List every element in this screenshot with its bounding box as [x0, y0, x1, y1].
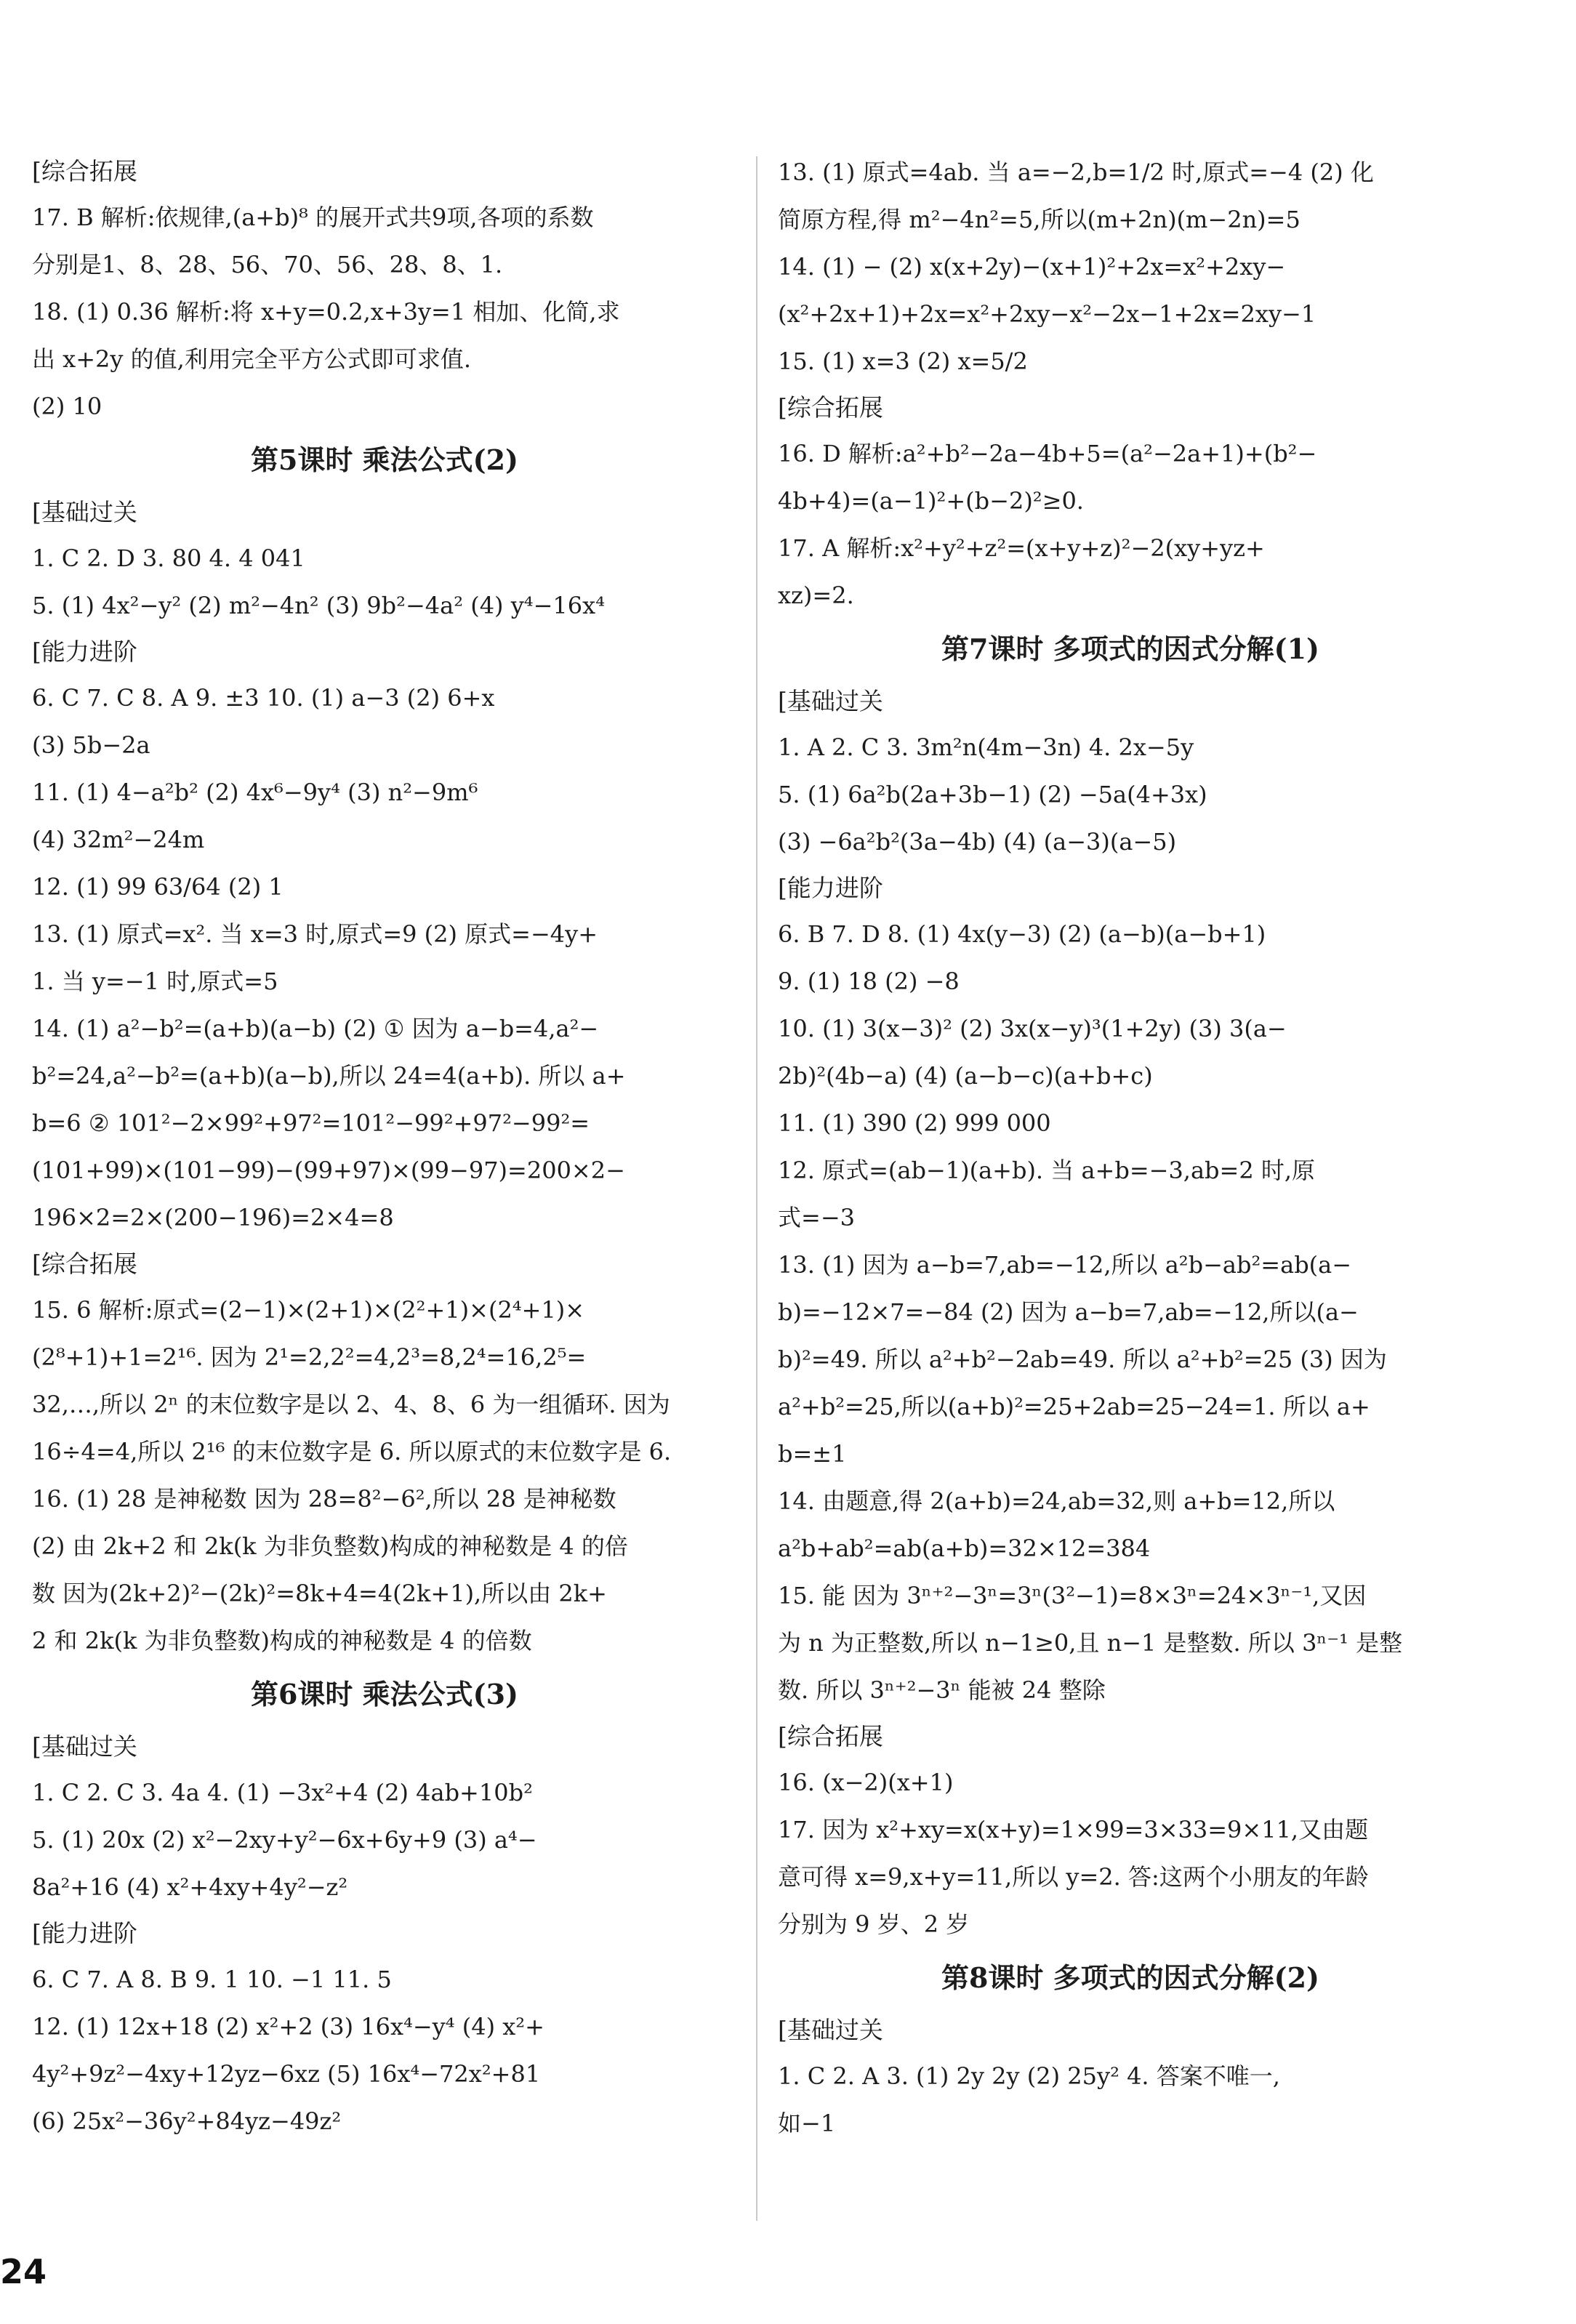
answer-line: 5. (1) 20x (2) x²−2xy+y²−6x+6y+9 (3) a⁴−	[32, 1826, 537, 1854]
section-label: [基础过关	[778, 687, 883, 715]
answer-line: 10. (1) 3(x−3)² (2) 3x(x−y)³(1+2y) (3) 3(a−	[778, 1015, 1287, 1042]
lesson-heading: 第5课时 乘法公式(2)	[250, 443, 519, 476]
answer-line: 196×2=2×(200−196)=2×4=8	[32, 1204, 394, 1231]
answer-line: 1. C 2. C 3. 4a 4. (1) −3x²+4 (2) 4ab+10b²	[32, 1779, 533, 1806]
answer-line: 11. (1) 390 (2) 999 000	[778, 1109, 1051, 1137]
answer-line: 意可得 x=9,x+y=11,所以 y=2. 答:这两个小朋友的年龄	[778, 1863, 1369, 1891]
section-label: [能力进阶	[778, 874, 883, 902]
right-column	[778, 149, 1483, 2147]
answer-line: 9. (1) 18 (2) −8	[778, 968, 960, 995]
answer-line: 13. (1) 因为 a−b=7,ab=−12,所以 a²b−ab²=ab(a−	[778, 1251, 1352, 1279]
answer-line: 数. 所以 3ⁿ⁺²−3ⁿ 能被 24 整除	[778, 1676, 1106, 1704]
answer-line: 式=−3	[778, 1204, 855, 1231]
lesson-heading: 第7课时 多项式的因式分解(1)	[941, 632, 1320, 665]
answer-line: b)=−12×7=−84 (2) 因为 a−b=7,ab=−12,所以(a−	[778, 1298, 1359, 1326]
answer-line: 13. (1) 原式=x². 当 x=3 时,原式=9 (2) 原式=−4y+	[32, 920, 598, 948]
answer-line: 出 x+2y 的值,利用完全平方公式即可求值.	[32, 345, 471, 373]
lesson-heading: 第8课时 多项式的因式分解(2)	[941, 1961, 1320, 1994]
answer-line: (2) 由 2k+2 和 2k(k 为非负整数)构成的神秘数是 4 的倍	[32, 1532, 628, 1560]
lesson-heading: 第6课时 乘法公式(3)	[250, 1678, 519, 1710]
answer-line: a²+b²=25,所以(a+b)²=25+2ab=25−24=1. 所以 a+	[778, 1393, 1370, 1420]
answer-line: 16. D 解析:a²+b²−2a−4b+5=(a²−2a+1)+(b²−	[778, 440, 1317, 467]
section-label: [能力进阶	[32, 1919, 137, 1947]
answer-line: 14. (1) − (2) x(x+2y)−(x+1)²+2x=x²+2xy−	[778, 253, 1286, 281]
page-number: 24	[0, 2252, 47, 2291]
section-label: [综合拓展	[778, 393, 883, 422]
answer-line: 16÷4=4,所以 2¹⁶ 的末位数字是 6. 所以原式的末位数字是 6.	[32, 1438, 672, 1465]
answer-line: a²b+ab²=ab(a+b)=32×12=384	[778, 1535, 1151, 1562]
answer-line: b)²=49. 所以 a²+b²−2ab=49. 所以 a²+b²=25 (3) 因为	[778, 1346, 1387, 1373]
answer-line: 1. C 2. D 3. 80 4. 4 041	[32, 544, 305, 572]
answer-line: 4b+4)=(a−1)²+(b−2)²≥0.	[778, 487, 1084, 515]
answer-line: 1. 当 y=−1 时,原式=5	[32, 968, 278, 995]
answer-line: 15. (1) x=3 (2) x=5/2	[778, 347, 1028, 375]
section-label: [基础过关	[32, 498, 137, 526]
answer-line: b=6 ② 101²−2×99²+97²=101²−99²+97²−99²=	[32, 1109, 590, 1137]
answer-line: 17. A 解析:x²+y²+z²=(x+y+z)²−2(xy+yz+	[778, 534, 1265, 562]
answer-line: 11. (1) 4−a²b² (2) 4x⁶−9y⁴ (3) n²−9m⁶	[32, 779, 478, 806]
answer-line: (101+99)×(101−99)−(99+97)×(99−97)=200×2−	[32, 1157, 625, 1184]
answer-line: 16. (x−2)(x+1)	[778, 1769, 954, 1796]
answer-line: 12. (1) 99 63/64 (2) 1	[32, 873, 284, 901]
answer-line: 12. 原式=(ab−1)(a+b). 当 a+b=−3,ab=2 时,原	[778, 1157, 1316, 1184]
answer-line: 6. C 7. C 8. A 9. ±3 10. (1) a−3 (2) 6+x	[32, 684, 495, 712]
answer-line: 1. C 2. A 3. (1) 2y 2y (2) 25y² 4. 答案不唯一,	[778, 2062, 1280, 2090]
answer-line: b²=24,a²−b²=(a+b)(a−b),所以 24=4(a+b). 所以 a+	[32, 1062, 626, 1090]
answer-line: 如−1	[778, 2110, 836, 2137]
answer-line: 17. B 解析:依规律,(a+b)⁸ 的展开式共9项,各项的系数	[32, 204, 594, 231]
answer-line: 2b)²(4b−a) (4) (a−b−c)(a+b+c)	[778, 1062, 1153, 1090]
left-column	[32, 149, 737, 2145]
answer-line: 简原方程,得 m²−4n²=5,所以(m+2n)(m−2n)=5	[778, 206, 1300, 233]
answer-line: 2 和 2k(k 为非负整数)构成的神秘数是 4 的倍数	[32, 1627, 532, 1654]
answer-line: 16. (1) 28 是神秘数 因为 28=8²−6²,所以 28 是神秘数	[32, 1485, 616, 1513]
answer-line: 为 n 为正整数,所以 n−1≥0,且 n−1 是整数. 所以 3ⁿ⁻¹ 是整	[778, 1629, 1403, 1657]
answer-line: 32,…,所以 2ⁿ 的末位数字是以 2、4、8、6 为一组循环. 因为	[32, 1391, 670, 1418]
answer-line: (2⁸+1)+1=2¹⁶. 因为 2¹=2,2²=4,2³=8,2⁴=16,2⁵=	[32, 1343, 587, 1371]
answer-line: 分别是1、8、28、56、70、56、28、8、1.	[32, 251, 503, 278]
answer-line: 13. (1) 原式=4ab. 当 a=−2,b=1/2 时,原式=−4 (2) 化	[778, 158, 1374, 186]
section-label: [综合拓展	[778, 1722, 883, 1750]
answer-line: (4) 32m²−24m	[32, 826, 205, 853]
answer-line: 14. 由题意,得 2(a+b)=24,ab=32,则 a+b=12,所以	[778, 1487, 1335, 1515]
answer-line: 数 因为(2k+2)²−(2k)²=8k+4=4(2k+1),所以由 2k+	[32, 1580, 607, 1607]
answer-line: 8a²+16 (4) x²+4xy+4y²−z²	[32, 1873, 348, 1901]
answer-line: (3) 5b−2a	[32, 731, 150, 759]
answer-line: 5. (1) 4x²−y² (2) m²−4n² (3) 9b²−4a² (4) y⁴−16x⁴	[32, 592, 606, 619]
answer-line: 分别为 9 岁、2 岁	[778, 1910, 970, 1938]
answer-line: 14. (1) a²−b²=(a+b)(a−b) (2) ① 因为 a−b=4,a²−	[32, 1015, 599, 1042]
section-label: [综合拓展	[32, 1250, 137, 1278]
answer-line: 1. A 2. C 3. 3m²n(4m−3n) 4. 2x−5y	[778, 733, 1194, 761]
answer-line: 15. 能 因为 3ⁿ⁺²−3ⁿ=3ⁿ(3²−1)=8×3ⁿ=24×3ⁿ⁻¹,又因	[778, 1582, 1367, 1609]
answer-line: 12. (1) 12x+18 (2) x²+2 (3) 16x⁴−y⁴ (4) x²+	[32, 2013, 544, 2040]
column-divider	[756, 156, 757, 2221]
section-label: [基础过关	[778, 2016, 883, 2044]
answer-line: 5. (1) 6a²b(2a+3b−1) (2) −5a(4+3x)	[778, 781, 1207, 808]
section-label: [能力进阶	[32, 638, 137, 666]
answer-line: 6. B 7. D 8. (1) 4x(y−3) (2) (a−b)(a−b+1)	[778, 920, 1266, 948]
answer-line: (2) 10	[32, 393, 102, 420]
section-label: [基础过关	[32, 1732, 137, 1761]
answer-line: 17. 因为 x²+xy=x(x+y)=1×99=3×33=9×11,又由题	[778, 1816, 1369, 1843]
answer-line: 15. 6 解析:原式=(2−1)×(2+1)×(2²+1)×(2⁴+1)×	[32, 1296, 585, 1324]
answer-line: 18. (1) 0.36 解析:将 x+y=0.2,x+3y=1 相加、化简,求	[32, 298, 620, 326]
answer-line: b=±1	[778, 1440, 847, 1468]
answer-line: 6. C 7. A 8. B 9. 1 10. −1 11. 5	[32, 1966, 392, 1993]
answer-line: xz)=2.	[778, 582, 854, 609]
answer-line: 4y²+9z²−4xy+12yz−6xz (5) 16x⁴−72x²+81	[32, 2060, 541, 2088]
answer-line: (x²+2x+1)+2x=x²+2xy−x²−2x−1+2x=2xy−1	[778, 300, 1316, 328]
answer-line: (3) −6a²b²(3a−4b) (4) (a−3)(a−5)	[778, 828, 1177, 856]
answer-line: (6) 25x²−36y²+84yz−49z²	[32, 2107, 342, 2135]
section-label: [综合拓展	[32, 157, 137, 185]
